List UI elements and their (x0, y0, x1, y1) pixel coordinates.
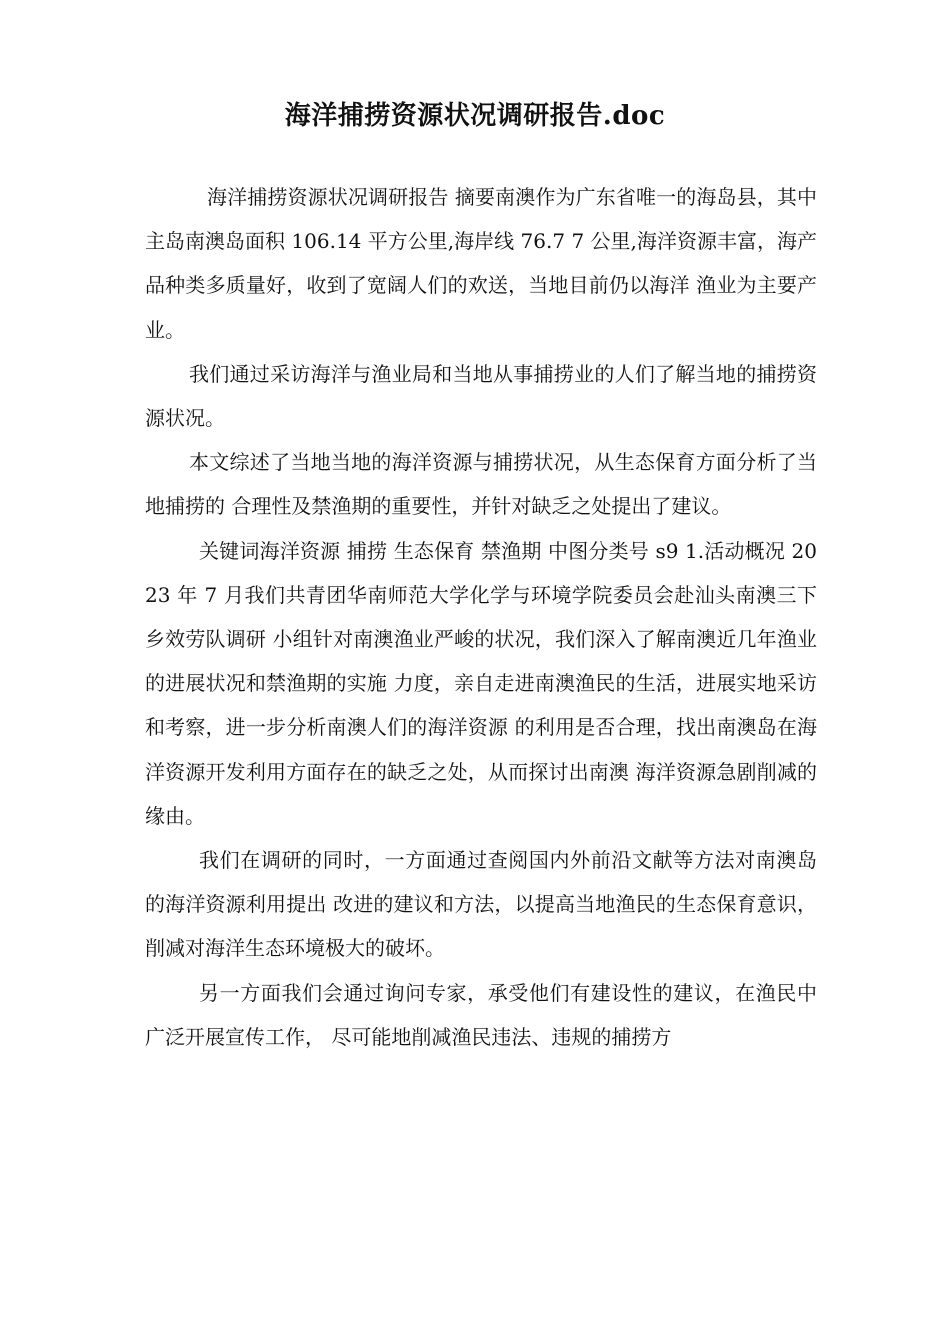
paragraph-keywords-overview: 关键词海洋资源 捕捞 生态保育 禁渔期 中图分类号 s9 1.活动概况 2023 年 7 月我们共青团华南师范大学化学与环境学院委员会赴汕头南澳三下乡效劳队调研 小组针对南澳渔业严峻的状况，我们深入了解南澳近几年渔业的进展状况和禁渔期的实施 力度，亲自走进南澳渔民的生活，进展实地采访和考察，进一步分析南澳人们的海洋资源 的利用是否合理，找出南澳岛在海洋资源开发利用方面存在的缺乏之处，从而探讨出南澳 海洋资源急剧削减的缘由。 (145, 538, 817, 828)
document-body (145, 175, 817, 1059)
paragraph-research: 我们在调研的同时，一方面通过查阅国内外前沿文献等方法对南澳岛的海洋资源利用提出 改进的建议和方法，以提高当地渔民的生态保育意识，削减对海洋生态环境极大的破坏。 (145, 848, 817, 961)
document-title: 海洋捕捞资源状况调研报告.doc (284, 101, 666, 131)
paragraph-abstract: 海洋捕捞资源状况调研报告 摘要南澳作为广东省唯一的海岛县，其中主岛南澳岛面积 106.14 平方公里,海岸线 76.7 7 公里,海洋资源丰富，海产品种类多质量好，收到了宽阔人们的欢送，当地目前仍以海洋 渔业为主要产业。 (145, 185, 817, 342)
paragraph-method: 我们通过采访海洋与渔业局和当地从事捕捞业的人们了解当地的捕捞资 源状况。 (145, 361, 817, 431)
paragraph-summary: 本文综述了当地当地的海洋资源与捕捞状况，从生态保育方面分析了当地捕捞的 合理性及禁渔期的重要性，并针对缺乏之处提出了建议。 (145, 450, 817, 519)
paragraph-outreach: 另一方面我们会通过询问专家，承受他们有建设性的建议，在渔民中广泛开展宣传工作， 尽可能地削减渔民违法、违规的捕捞方 (145, 980, 817, 1049)
